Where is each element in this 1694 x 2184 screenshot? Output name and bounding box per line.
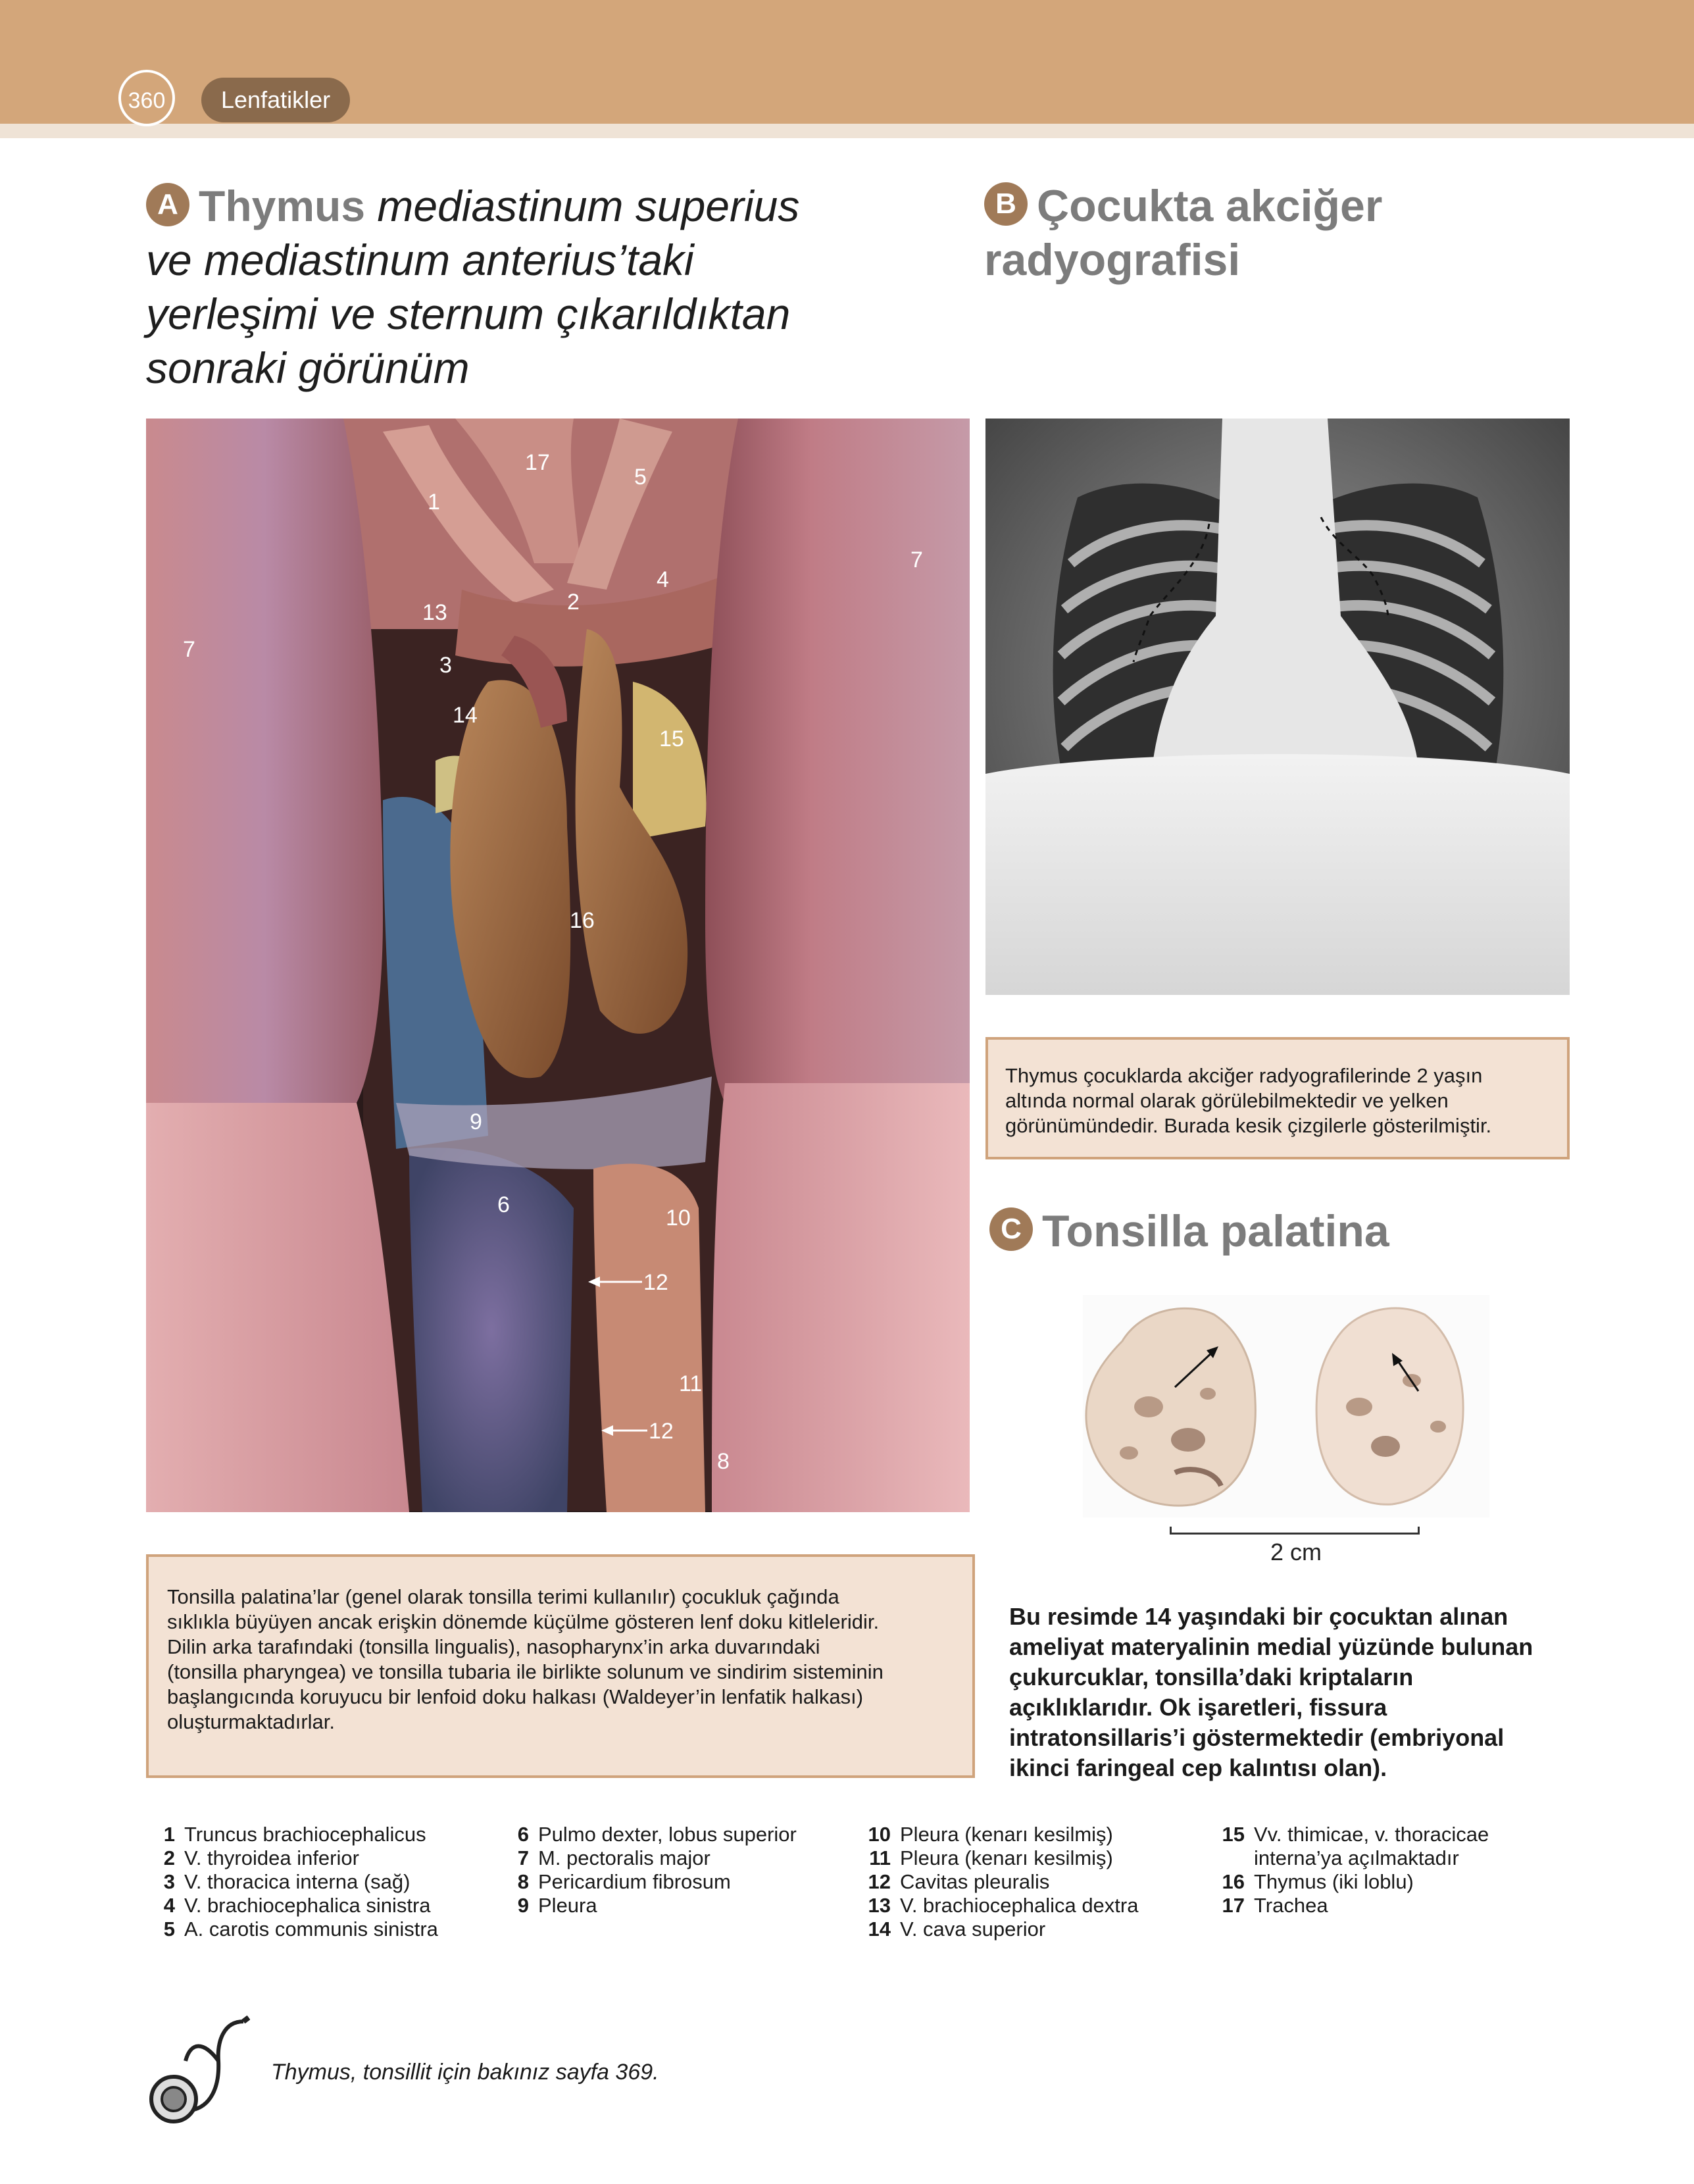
section-a-badge: A (146, 183, 189, 226)
legend-number: 3 (163, 1870, 175, 1893)
photo-label-12a: 12 (643, 1270, 668, 1295)
tonsil-illustration (1083, 1295, 1489, 1517)
tonsil-info-line-2: sıklıkla büyüyen ancak erişkin dönemde küçülme gösteren lenf doku kitleleridir. (167, 1610, 880, 1633)
photo-label-8: 8 (717, 1449, 730, 1474)
section-c-badge: C (989, 1207, 1033, 1251)
legend-text: V. cava superior (900, 1917, 1046, 1941)
chapter-tab: Lenfatikler (201, 78, 350, 122)
legend-item (500, 1894, 797, 1917)
tonsil-info-line-6: oluşturmaktadırlar. (167, 1710, 335, 1733)
tonsil-caption (1009, 1602, 1575, 1783)
legend-item (500, 1823, 797, 1846)
tonsil-info-line-4: (tonsilla pharyngea) ve tonsilla tubaria ile birlikte solunum ve sindirim sisteminin (167, 1660, 884, 1683)
photo-label-9: 9 (470, 1109, 482, 1134)
page-number: 360 (118, 70, 175, 126)
legend-text: Thymus (iki loblu) (1254, 1870, 1414, 1893)
legend-number: 11 (869, 1846, 891, 1869)
legend-text: interna’ya açılmaktadır (1254, 1846, 1459, 1869)
legend-column-2 (500, 1823, 797, 1917)
section-a-title-l3: yerleşimi ve sternum çıkarıldıktan (146, 290, 791, 338)
legend-text: Pulmo dexter, lobus superior (538, 1823, 797, 1846)
legend-item (862, 1846, 1138, 1870)
legend-number: 9 (517, 1894, 529, 1917)
legend-number: 16 (1222, 1870, 1245, 1893)
photo-label-11: 11 (679, 1371, 703, 1396)
section-a-title-l2: ve mediastinum anterius’taki (146, 236, 694, 284)
photo-label-16: 16 (570, 908, 595, 933)
stethoscope-icon (145, 2015, 250, 2127)
section-b-title-l2: radyografisi (984, 235, 1241, 285)
legend-number: 15 (1222, 1823, 1245, 1846)
legend-item (1216, 1894, 1489, 1917)
photo-label-6: 6 (497, 1192, 510, 1217)
legend-item (1216, 1823, 1489, 1846)
section-a-title (146, 179, 903, 395)
chest-xray-image (985, 419, 1570, 995)
tonsilla-palatina-photo (1083, 1295, 1489, 1517)
xray-illustration (985, 419, 1570, 995)
section-b-title (984, 179, 1589, 287)
photo-label-14: 14 (453, 703, 478, 728)
header-strip (0, 124, 1694, 138)
legend-number: 7 (517, 1846, 529, 1869)
scale-bar (1170, 1527, 1420, 1535)
legend-item (862, 1870, 1138, 1894)
legend-number (1216, 1846, 1245, 1870)
tonsil-caption-line-4: açıklıklarıdır. Ok işaretleri, fissura (1009, 1694, 1387, 1721)
legend-item (862, 1823, 1138, 1846)
legend-item (146, 1894, 438, 1917)
section-b-title-l1: Çocukta akciğer (1037, 181, 1383, 231)
section-c-title-text: Tonsilla palatina (1042, 1206, 1389, 1256)
legend-number: 13 (868, 1894, 891, 1917)
legend-number: 12 (868, 1870, 891, 1893)
legend-item (1216, 1870, 1489, 1894)
legend-text: Pericardium fibrosum (538, 1870, 731, 1893)
legend-text: Vv. thimicae, v. thoracicae (1254, 1823, 1489, 1846)
xray-info-line-1: Thymus çocuklarda akciğer radyografilerinde 2 yaşın (1005, 1064, 1483, 1087)
tonsil-info-line-3: Dilin arka tarafındaki (tonsilla lingualis), nasopharynx’in arka duvarındaki (167, 1635, 820, 1658)
legend-number: 8 (517, 1870, 529, 1893)
photo-label-5: 5 (634, 465, 647, 490)
legend-number: 4 (163, 1894, 175, 1917)
section-a-title-l4: sonraki görünüm (146, 343, 470, 392)
tonsil-info-box (146, 1554, 975, 1778)
legend-item (146, 1870, 438, 1894)
legend-column-3 (862, 1823, 1138, 1941)
legend-number: 5 (163, 1917, 175, 1941)
tonsil-caption-line-3: çukurcuklar, tonsilla’daki kriptaların (1009, 1663, 1414, 1690)
photo-label-7b: 7 (183, 637, 195, 662)
tonsil-info-line-5: başlangıcında koruyucu bir lenfoid doku halkası (Waldeyer’in lenfatik halkası) (167, 1685, 864, 1708)
photo-label-4: 4 (657, 567, 669, 592)
tonsil-caption-line-5: intratonsillaris’i göstermektedir (embriyonal (1009, 1724, 1505, 1751)
legend-text: Truncus brachiocephalicus (184, 1823, 426, 1846)
legend-text: V. thoracica interna (sağ) (184, 1870, 411, 1893)
tonsil-caption-line-2: ameliyat materyalinin medial yüzünde bulunan (1009, 1633, 1533, 1660)
photo-label-13: 13 (422, 600, 447, 625)
legend-number: 1 (163, 1823, 175, 1846)
legend-item (862, 1894, 1138, 1917)
photo-label-10: 10 (666, 1206, 691, 1231)
photo-label-12b: 12 (649, 1419, 674, 1444)
xray-info-line-2: altında normal olarak görülebilmektedir ve yelken (1005, 1089, 1449, 1112)
legend-item (146, 1846, 438, 1870)
section-a-title-l1: mediastinum superius (365, 182, 800, 230)
legend-text: Pleura (kenarı kesilmiş) (900, 1846, 1113, 1869)
legend-item (146, 1823, 438, 1846)
photo-label-3: 3 (439, 653, 452, 678)
legend-item (146, 1917, 438, 1941)
legend-number: 17 (1222, 1894, 1245, 1917)
legend-number: 6 (517, 1823, 529, 1846)
legend-text: Cavitas pleuralis (900, 1870, 1050, 1893)
legend-number: 14 (868, 1917, 891, 1941)
photo-label-17: 17 (525, 450, 550, 475)
thymus-dissection-photo (146, 419, 970, 1512)
legend-text: V. thyroidea inferior (184, 1846, 359, 1869)
legend-item (500, 1870, 797, 1894)
dissection-illustration (146, 419, 970, 1512)
legend-number: 2 (163, 1846, 175, 1869)
tonsil-caption-line-1: Bu resimde 14 yaşındaki bir çocuktan alınan (1009, 1603, 1508, 1630)
legend-text: Pleura (538, 1894, 597, 1917)
legend-text: Trachea (1254, 1894, 1328, 1917)
xray-info-box (985, 1037, 1570, 1159)
tonsil-caption-line-6: ikinci faringeal cep kalıntısı olan). (1009, 1754, 1387, 1781)
photo-label-15: 15 (659, 726, 684, 751)
photo-label-1: 1 (428, 490, 440, 515)
legend-text: Pleura (kenarı kesilmiş) (900, 1823, 1113, 1846)
xray-info-line-3: görünümündedir. Burada kesik çizgilerle gösterilmiştir. (1005, 1114, 1492, 1137)
scale-bar-label: 2 cm (1270, 1538, 1322, 1565)
section-c-title (989, 1204, 1389, 1258)
legend-number: 10 (868, 1823, 891, 1846)
photo-label-7a: 7 (910, 547, 923, 572)
legend-item (1216, 1846, 1489, 1870)
section-b-badge: B (984, 182, 1028, 226)
cross-reference-note: Thymus, tonsillit için bakınız sayfa 369. (271, 2060, 659, 2085)
legend-item (500, 1846, 797, 1870)
legend-item (862, 1917, 1138, 1941)
legend-text: A. carotis communis sinistra (184, 1917, 438, 1941)
legend-column-1 (146, 1823, 438, 1941)
legend-text: V. brachiocephalica sinistra (184, 1894, 431, 1917)
legend-column-4 (1216, 1823, 1489, 1917)
legend-text: V. brachiocephalica dextra (900, 1894, 1139, 1917)
section-a-title-bold: Thymus (199, 182, 366, 230)
tonsil-info-line-1: Tonsilla palatina’lar (genel olarak tonsilla terimi kullanılır) çocukluk çağında (167, 1585, 839, 1608)
legend-text: M. pectoralis major (538, 1846, 710, 1869)
photo-label-2: 2 (567, 590, 580, 615)
